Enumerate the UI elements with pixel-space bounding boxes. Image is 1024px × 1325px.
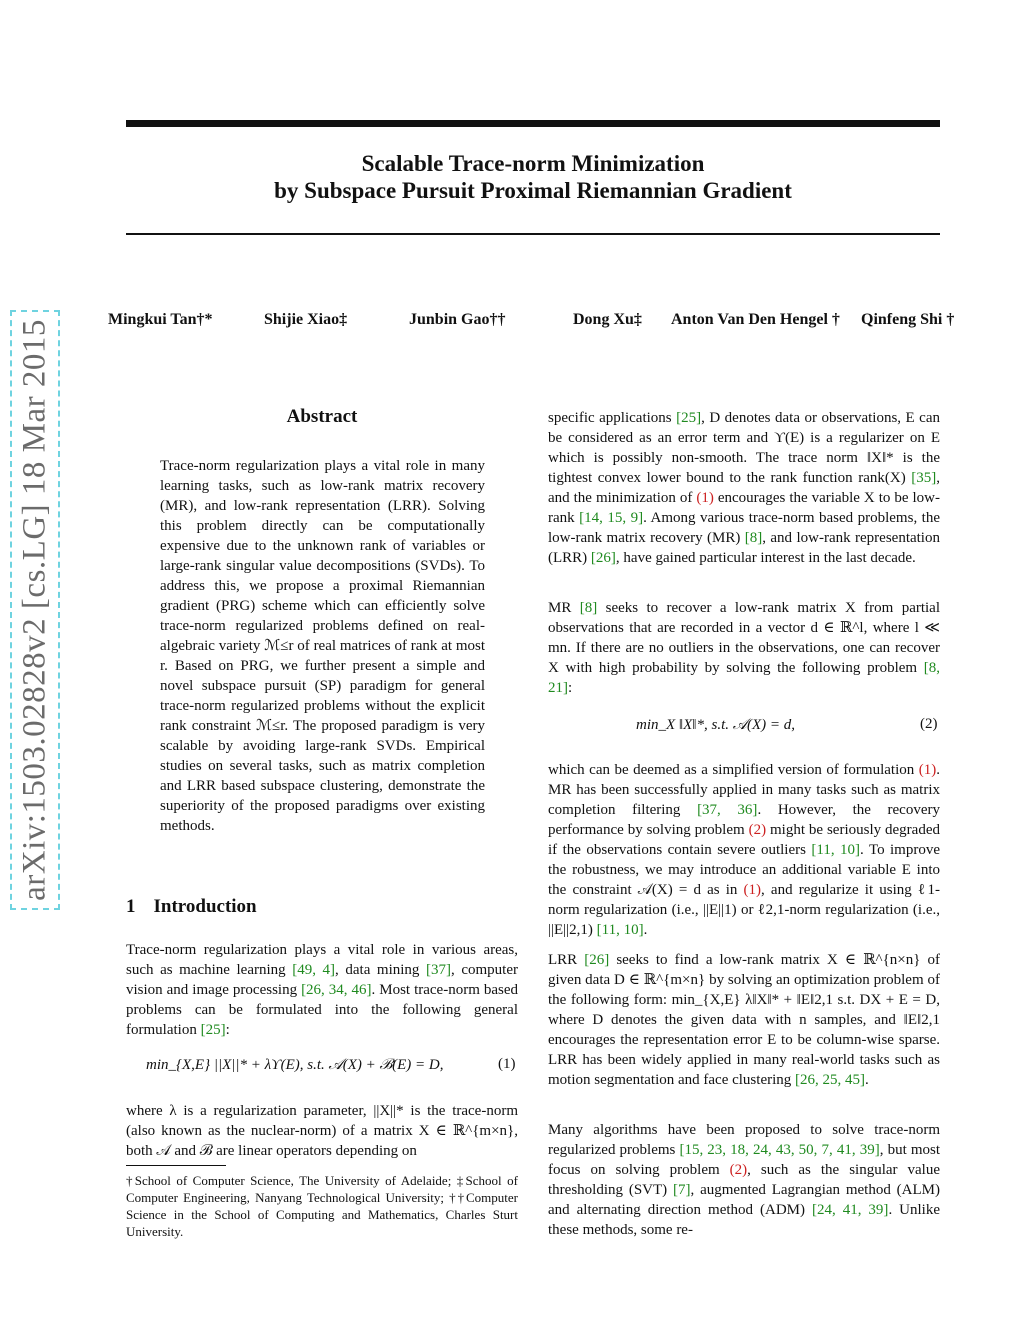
- arxiv-identifier: arXiv:1503.02828v2 [cs.LG] 18 Mar 2015: [16, 319, 53, 901]
- equation-ref-link[interactable]: (1): [743, 882, 762, 898]
- author-5: Anton Van Den Hengel †: [671, 311, 840, 328]
- citation-link[interactable]: [37, 36]: [697, 802, 758, 818]
- section-number: 1: [126, 896, 136, 917]
- equation-ref-link[interactable]: (1): [918, 762, 937, 778]
- title-bottom-rule: [126, 233, 940, 235]
- right-paragraph-1: specific applications [25], D denotes data or observations, E can be considered as an error term and ϒ(E) is a regularizer on E which is possibly non-smooth. The trace norm ‖X‖* is the tightest convex lower bound to the rank function rank(X) [35], and the minimization of (1) encourages the variable X to be low-rank [14, 15, 9]. Among various trace-norm based problems, the low-rank matrix recovery (MR) [8], and low-rank representation (LRR) [26], have gained particular interest in the last decade.: [548, 410, 941, 566]
- section-title: Introduction: [153, 896, 257, 917]
- author-6: Qinfeng Shi †: [861, 311, 955, 328]
- citation-link[interactable]: [15, 23, 18, 24, 43, 50, 7, 41, 39]: [679, 1142, 880, 1158]
- abstract-heading: Abstract: [286, 406, 358, 427]
- right-paragraph-2: MR [8] seeks to recover a low-rank matrix X from partial observations that are recorded in a vector d ∈ ℝ^l, where l ≪ mn. If there are no outliers in the observations, one can recover X with high probability by solving the following problem [8, 21]:: [548, 600, 941, 696]
- citation-link[interactable]: [11, 10]: [596, 922, 644, 938]
- equation-ref-link[interactable]: (1): [696, 490, 714, 506]
- right-paragraph-4: LRR [26] seeks to find a low-rank matrix X ∈ ℝ^{n×n} of given data D ∈ ℝ^{m×n} by solving an optimization problem of the following form: min_{X,E} λ‖X‖* + ‖E‖2,1 s.t. DX + E = D, where D denotes the given data with n samples, and ‖E‖2,1 encourages the representation error E to be column-wise sparse. LRR has been widely applied in many real-world tasks such as motion segmentation and face clustering [26, 25, 45].: [548, 952, 940, 1088]
- intro-paragraph-2: where λ is a regularization parameter, ||X||* is the trace-norm (also known as the nuclear-norm) of a matrix X ∈ ℝ^{m×n}, both 𝒜 and ℬ are linear operators depending on: [126, 1103, 518, 1159]
- author-3: Junbin Gao††: [409, 311, 506, 328]
- arxiv-side-label[interactable]: [10, 310, 60, 910]
- citation-link[interactable]: [7]: [673, 1182, 691, 1198]
- citation-link[interactable]: [25]: [200, 1022, 226, 1038]
- citation-link[interactable]: [8]: [744, 530, 763, 546]
- citation-link[interactable]: [8, 21]: [548, 660, 940, 696]
- section-heading: [126, 896, 257, 918]
- equation-ref-link[interactable]: (2): [729, 1162, 748, 1178]
- citation-link[interactable]: [26]: [584, 952, 610, 968]
- right-paragraph-3: which can be deemed as a simplified version of formulation (1). MR has been successfully applied in many tasks such as matrix completion filtering [37, 36]. However, the recovery performance by solving problem (2) might be seriously degraded if the observations contain severe outliers [11, 10]. To improve the robustness, we may introduce an additional variable E into the constraint 𝒜(X) = d as in (1), and regularize it using ℓ1-norm regularization (i.e., ||E||1) or ℓ2,1-norm regularization (i.e., ||E||2,1) [11, 10].: [548, 762, 940, 938]
- abstract-text: Trace-norm regularization plays a vital role in many learning tasks, such as low-rank matrix recovery (MR), and low-rank representation (LRR). Solving this problem directly can be computationally expensive due to the unknown rank of variables or large-rank singular value decompositions (SVDs). To address this, we propose a proximal Riemannian gradient (PRG) scheme which can efficiently solve trace-norm regularized problems defined on real-algebraic variety ℳ≤r of real matrices of rank at most r. Based on PRG, we further present a simple and novel subspace pursuit (SP) paradigm for general trace-norm regularized problems without the explicit rank constraint ℳ≤r. The proposed paradigm is very scalable by avoiding large-rank SVDs. Empirical studies on several tasks, such as matrix completion and LRR based subspace clustering, demonstrate the superiority of the proposed paradigms over existing methods.: [160, 458, 485, 834]
- citation-link[interactable]: [8]: [579, 600, 598, 616]
- citation-link[interactable]: [14, 15, 9]: [579, 510, 644, 526]
- citation-link[interactable]: [25]: [676, 410, 702, 426]
- citation-link[interactable]: [24, 41, 39]: [811, 1202, 889, 1218]
- right-paragraph-5: Many algorithms have been proposed to solve trace-norm regularized problems [15, 23, 18, 24, 43, 50, 7, 41, 39], but most focus on solving problem (2), such as the singular value thresholding (SVT) [7], augmented Lagrangian method (ALM) and alternating direction method (ADM) [24, 41, 39]. Unlike these methods, some re-: [548, 1122, 941, 1238]
- citation-link[interactable]: [49, 4]: [292, 962, 336, 978]
- equation-2-number: (2): [920, 716, 938, 732]
- author-1: Mingkui Tan†*: [108, 311, 213, 328]
- equation-2: min_X ‖X‖*, s.t. 𝒜(X) = d,: [636, 717, 795, 733]
- title-line-1: Scalable Trace-norm Minimization: [361, 151, 705, 176]
- author-2: Shijie Xiao‡: [264, 311, 348, 328]
- citation-link[interactable]: [26, 34, 46]: [301, 982, 372, 998]
- title-line-2: by Subspace Pursuit Proximal Riemannian Gradient: [274, 178, 792, 203]
- citation-link[interactable]: [37]: [426, 962, 451, 978]
- citation-link[interactable]: [11, 10]: [811, 842, 861, 858]
- equation-1-number: (1): [498, 1056, 516, 1072]
- equation-ref-link[interactable]: (2): [748, 822, 767, 838]
- paper-title: [126, 150, 940, 204]
- footnote-rule: [126, 1165, 226, 1166]
- citation-link[interactable]: [26, 25, 45]: [795, 1072, 866, 1088]
- citation-link[interactable]: [35]: [911, 470, 937, 486]
- citation-link[interactable]: [26]: [590, 550, 616, 566]
- intro-paragraph-1: Trace-norm regularization plays a vital role in various areas, such as machine learning [49, 4], data mining [37], computer vision and image processing [26, 34, 46]. Most trace-norm based problems can be formulated into the following general formulation [25]:: [126, 942, 518, 1038]
- affiliation-footnote: †School of Computer Science, The University of Adelaide; ‡School of Computer Engineering, Nanyang Technological University; ††Computer Science in the School of Computing and Mathematics, Charles Sturt University.: [126, 1173, 518, 1239]
- author-4: Dong Xu‡: [573, 311, 642, 328]
- equation-1: min_{X,E} ||X||* + λϒ(E), s.t. 𝒜(X) + ℬ(E) = D,: [146, 1057, 444, 1073]
- top-rule: [126, 120, 940, 127]
